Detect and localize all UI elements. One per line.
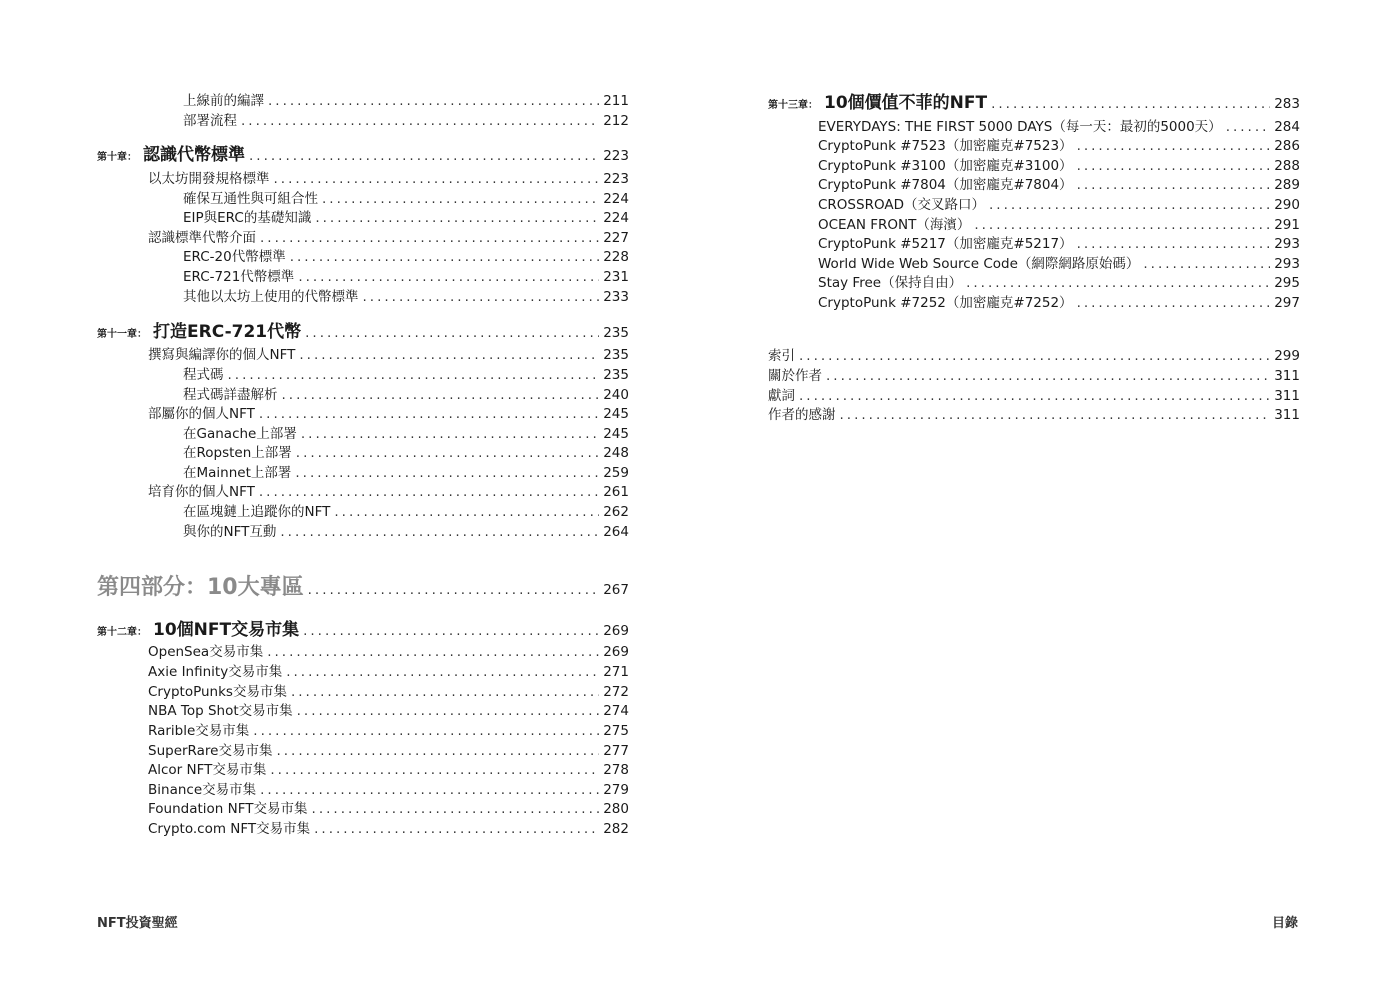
toc-entry-page: 261 [603, 484, 629, 500]
leader-dots [974, 216, 1270, 234]
toc-entry-page: 311 [1274, 407, 1300, 423]
leader-dots [298, 268, 599, 286]
chapter-entry[interactable] [97, 144, 629, 169]
leader-dots [363, 288, 600, 306]
leader-dots [270, 761, 599, 779]
toc-entry[interactable] [183, 444, 629, 462]
toc-entry-label: CROSSROAD（交叉路口） [818, 197, 985, 213]
toc-entry-label: 部署流程 [183, 113, 237, 129]
toc-entry[interactable] [818, 274, 1300, 292]
chapter-prefix: 第十章： [97, 152, 137, 163]
toc-entry-page: 248 [603, 445, 629, 461]
toc-entry-page: 297 [1274, 295, 1300, 311]
leader-dots [315, 209, 599, 227]
toc-entry-page: 291 [1274, 217, 1300, 233]
leader-dots [308, 576, 600, 604]
toc-entry-label: CryptoPunk #7804（加密龐克#7804） [818, 177, 1073, 193]
toc-entry-page: 211 [603, 93, 629, 109]
toc-entry[interactable] [148, 820, 629, 838]
toc-entry[interactable] [183, 92, 629, 110]
leader-dots [312, 800, 600, 818]
leader-dots [991, 93, 1270, 115]
leader-dots [334, 503, 599, 521]
chapter-page: 223 [603, 148, 629, 164]
toc-entry[interactable] [148, 346, 629, 364]
leader-dots [249, 145, 599, 167]
chapter-page: 235 [603, 325, 629, 341]
toc-entry-label: 認識標準代幣介面 [148, 230, 256, 246]
toc-entry[interactable] [148, 663, 629, 681]
toc-entry[interactable] [148, 643, 629, 661]
leader-dots [299, 346, 599, 364]
toc-entry[interactable] [183, 464, 629, 482]
toc-entry-label: CryptoPunks交易市集 [148, 684, 287, 700]
chapter-entry[interactable] [97, 321, 629, 346]
toc-entry-label: Alcor NFT交易市集 [148, 762, 267, 778]
part-page: 267 [603, 582, 629, 598]
toc-entry-label: 部屬你的個人NFT [148, 406, 255, 422]
leader-dots [241, 112, 599, 130]
toc-entry-page: 289 [1274, 177, 1300, 193]
toc-entry[interactable] [148, 170, 629, 188]
leader-dots [286, 663, 599, 681]
toc-entry-label: ERC-721代幣標準 [183, 269, 295, 285]
toc-entry-label: 其他以太坊上使用的代幣標準 [183, 289, 359, 305]
toc-entry[interactable] [818, 255, 1300, 273]
backmatter-entry[interactable] [768, 387, 1300, 405]
toc-entry[interactable] [148, 781, 629, 799]
toc-entry-page: 245 [603, 406, 629, 422]
toc-entry[interactable] [818, 137, 1300, 155]
toc-entry-page: 290 [1274, 197, 1300, 213]
toc-entry[interactable] [818, 196, 1300, 214]
leader-dots [1077, 294, 1271, 312]
toc-entry-page: 279 [603, 782, 629, 798]
leader-dots [314, 820, 599, 838]
leader-dots [799, 347, 1270, 365]
toc-entry-page: 212 [603, 113, 629, 129]
toc-entry[interactable] [183, 386, 629, 404]
toc-entry-page: 240 [603, 387, 629, 403]
toc-entry-label: 以太坊開發規格標準 [148, 171, 270, 187]
toc-entry-page: 224 [603, 210, 629, 226]
toc-entry[interactable] [183, 288, 629, 306]
leader-dots [301, 425, 599, 443]
toc-entry-page: 223 [603, 171, 629, 187]
toc-entry-page: 272 [603, 684, 629, 700]
leader-dots [260, 781, 599, 799]
toc-entry-label: OCEAN FRONT（海濱） [818, 217, 971, 233]
toc-entry[interactable] [183, 366, 629, 384]
toc-entry[interactable] [818, 176, 1300, 194]
toc-entry-page: 278 [603, 762, 629, 778]
toc-entry-label: CryptoPunk #5217（加密龐克#5217） [818, 236, 1073, 252]
chapter-title: 認識代幣標準 [143, 145, 245, 165]
toc-entry-page: 224 [603, 191, 629, 207]
toc-entry-label: EVERYDAYS: THE FIRST 5000 DAYS（每一天：最初的5000天） [818, 119, 1222, 135]
toc-entry[interactable] [148, 405, 629, 423]
leader-dots [826, 367, 1270, 385]
toc-entry[interactable] [183, 425, 629, 443]
chapter-prefix: 第十一章： [97, 329, 147, 340]
leader-dots [840, 406, 1271, 424]
toc-entry-page: 282 [603, 821, 629, 837]
toc-entry-label: SuperRare交易市集 [148, 743, 273, 759]
toc-entry-label: World Wide Web Source Code（網際網路原始碼） [818, 256, 1140, 272]
toc-entry[interactable] [148, 683, 629, 701]
toc-entry-page: 235 [603, 367, 629, 383]
toc-entry[interactable] [183, 523, 629, 541]
backmatter-entry[interactable] [768, 347, 1300, 365]
toc-entry[interactable] [183, 248, 629, 266]
toc-entry-label: Stay Free（保持自由） [818, 275, 963, 291]
toc-entry[interactable] [148, 229, 629, 247]
toc-entry[interactable] [148, 761, 629, 779]
chapter-entry[interactable] [97, 619, 629, 644]
backmatter-entry[interactable] [768, 367, 1300, 385]
leader-dots [1077, 157, 1271, 175]
toc-entry-page: 299 [1274, 348, 1300, 364]
leader-dots [1077, 137, 1271, 155]
right-page [698, 0, 1397, 1000]
toc-entry-label: Foundation NFT交易市集 [148, 801, 308, 817]
toc-entry[interactable] [818, 157, 1300, 175]
toc-entry[interactable] [818, 118, 1300, 136]
chapter-entry[interactable] [768, 92, 1300, 117]
toc-entry-page: 286 [1274, 138, 1300, 154]
toc-entry-label: Crypto.com NFT交易市集 [148, 821, 311, 837]
toc-entry-label: ERC-20代幣標準 [183, 249, 286, 265]
toc-entry-label: 作者的感謝 [768, 407, 836, 423]
backmatter-entry[interactable] [768, 406, 1300, 424]
leader-dots [295, 464, 599, 482]
toc-entry-page: 264 [603, 524, 629, 540]
toc-entry-label: 上線前的編譯 [183, 93, 264, 109]
toc-entry-label: 與你的NFT互動 [183, 524, 277, 540]
leader-dots [259, 483, 599, 501]
toc-entry-label: 撰寫與編譯你的個人NFT [148, 347, 296, 363]
leader-dots [276, 742, 599, 760]
part-title: 第四部分：10大專區 [97, 575, 304, 600]
leader-dots [1143, 255, 1270, 273]
toc-entry[interactable] [183, 209, 629, 227]
toc-entry-page: 231 [603, 269, 629, 285]
leader-dots [274, 170, 600, 188]
toc-entry-label: CryptoPunk #3100（加密龐克#3100） [818, 158, 1073, 174]
leader-dots [1226, 118, 1271, 136]
toc-entry-page: 293 [1274, 236, 1300, 252]
chapter-prefix: 第十三章： [768, 100, 818, 111]
leader-dots [268, 92, 599, 110]
book-title-footer: NFT投資聖經 [97, 916, 178, 931]
leader-dots [290, 248, 600, 266]
toc-entry-label: Rarible交易市集 [148, 723, 250, 739]
toc-entry-label: Binance交易市集 [148, 782, 257, 798]
toc-entry-label: 關於作者 [768, 368, 822, 384]
toc-entry-page: 293 [1274, 256, 1300, 272]
leader-dots [1077, 176, 1271, 194]
toc-entry-label: 獻詞 [768, 388, 795, 404]
toc-entry-label: NBA Top Shot交易市集 [148, 703, 293, 719]
chapter-title: 打造ERC-721代幣 [153, 322, 302, 342]
chapter-title: 10個價值不菲的NFT [824, 93, 988, 113]
chapter-title: 10個NFT交易市集 [153, 620, 300, 640]
toc-entry[interactable] [183, 268, 629, 286]
leader-dots [260, 229, 599, 247]
toc-entry-page: 245 [603, 426, 629, 442]
toc-entry[interactable] [148, 722, 629, 740]
toc-entry[interactable] [183, 112, 629, 130]
leader-dots [282, 386, 600, 404]
leader-dots [305, 322, 599, 344]
toc-entry[interactable] [183, 503, 629, 521]
chapter-page: 269 [603, 623, 629, 639]
toc-entry-label: Axie Infinity交易市集 [148, 664, 283, 680]
toc-entry-page: 228 [603, 249, 629, 265]
toc-entry-page: 235 [603, 347, 629, 363]
left-page [0, 0, 698, 1000]
toc-entry-label: 在Mainnet上部署 [183, 465, 292, 481]
toc-entry[interactable] [148, 742, 629, 760]
toc-entry-page: 311 [1274, 368, 1300, 384]
toc-entry-label: EIP與ERC的基礎知識 [183, 210, 312, 226]
toc-entry-page: 284 [1274, 119, 1300, 135]
toc-entry[interactable] [148, 483, 629, 501]
toc-entry-label: 確保互通性與可組合性 [183, 191, 318, 207]
toc-entry-label: CryptoPunk #7252（加密龐克#7252） [818, 295, 1073, 311]
toc-entry[interactable] [183, 190, 629, 208]
leader-dots [297, 702, 600, 720]
toc-entry-page: 274 [603, 703, 629, 719]
leader-dots [267, 643, 599, 661]
leader-dots [799, 387, 1270, 405]
part-entry[interactable] [97, 574, 629, 604]
toc-entry-label: 培育你的個人NFT [148, 484, 255, 500]
toc-entry-page: 277 [603, 743, 629, 759]
leader-dots [966, 274, 1270, 292]
toc-entry-label: 在Ropsten上部署 [183, 445, 292, 461]
toc-entry-page: 275 [603, 723, 629, 739]
toc-entry-label: 在Ganache上部署 [183, 426, 297, 442]
toc-entry-page: 269 [603, 644, 629, 660]
section-title-footer: 目錄 [1272, 916, 1299, 931]
chapter-prefix: 第十二章： [97, 627, 147, 638]
leader-dots [259, 405, 599, 423]
toc-entry-page: 227 [603, 230, 629, 246]
toc-entry[interactable] [818, 294, 1300, 312]
toc-entry-page: 311 [1274, 388, 1300, 404]
toc-entry-label: 程式碼 [183, 367, 224, 383]
toc-entry-label: 程式碼詳盡解析 [183, 387, 278, 403]
toc-entry-page: 271 [603, 664, 629, 680]
toc-entry-page: 259 [603, 465, 629, 481]
toc-entry-label: 在區塊鏈上追蹤你的NFT [183, 504, 331, 520]
leader-dots [322, 190, 599, 208]
toc-entry-page: 233 [603, 289, 629, 305]
toc-entry-page: 288 [1274, 158, 1300, 174]
toc-entry-label: OpenSea交易市集 [148, 644, 264, 660]
leader-dots [280, 523, 599, 541]
leader-dots [303, 620, 599, 642]
toc-entry[interactable] [148, 702, 629, 720]
leader-dots [989, 196, 1270, 214]
toc-entry-page: 295 [1274, 275, 1300, 291]
leader-dots [291, 683, 599, 701]
toc-entry-page: 262 [603, 504, 629, 520]
toc-entry[interactable] [818, 216, 1300, 234]
leader-dots [253, 722, 599, 740]
leader-dots [1077, 235, 1271, 253]
toc-entry[interactable] [148, 800, 629, 818]
toc-entry-label: 索引 [768, 348, 795, 364]
toc-entry-label: CryptoPunk #7523（加密龐克#7523） [818, 138, 1073, 154]
toc-entry[interactable] [818, 235, 1300, 253]
toc-entry-page: 280 [603, 801, 629, 817]
leader-dots [296, 444, 599, 462]
leader-dots [228, 366, 600, 384]
chapter-page: 283 [1274, 96, 1300, 112]
